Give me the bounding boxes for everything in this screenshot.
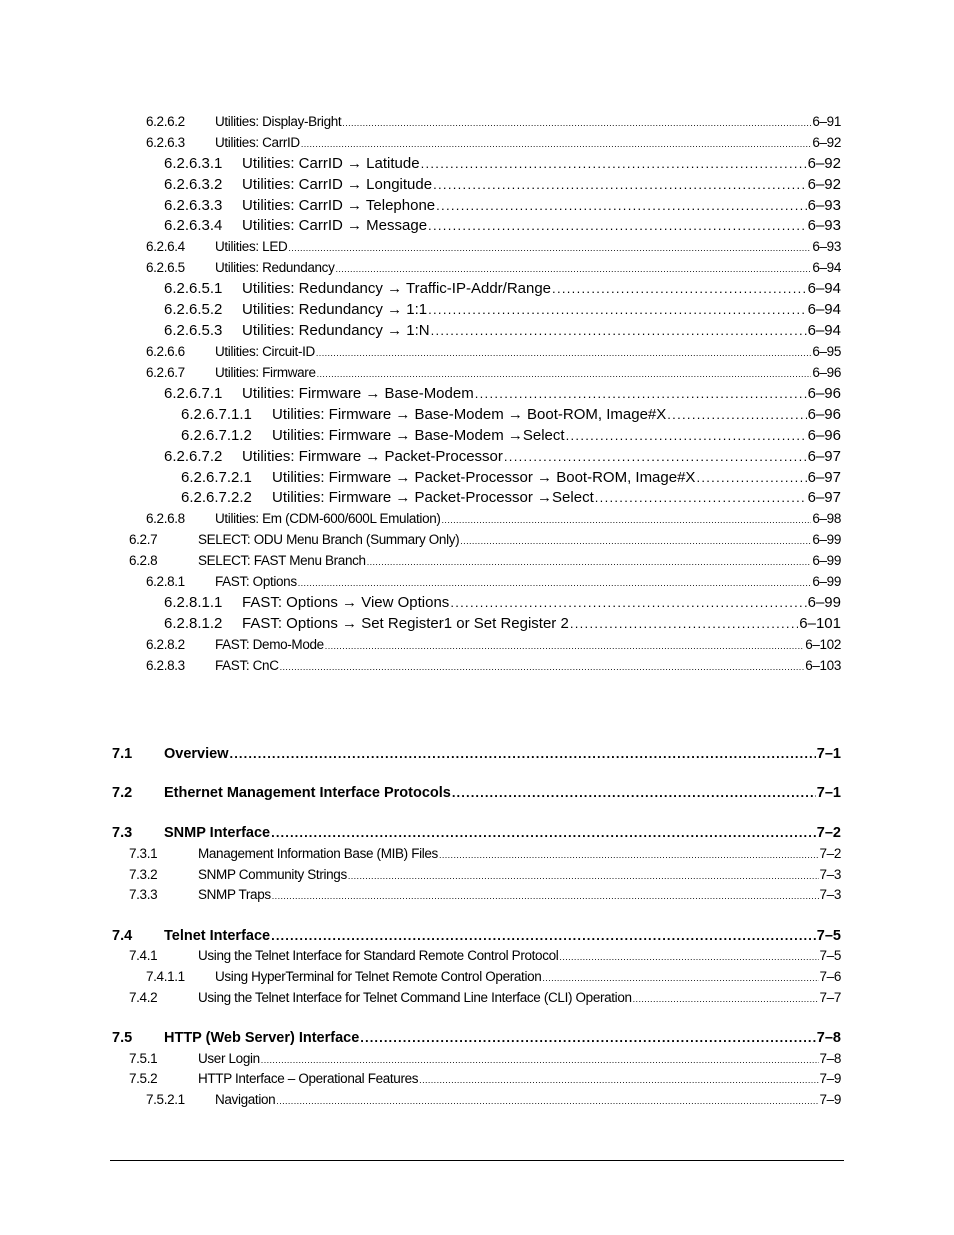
toc-entry[interactable] <box>164 614 841 634</box>
toc-entry-page: 6–93 <box>807 217 841 234</box>
leader-dots <box>667 405 806 425</box>
leader-dots <box>230 744 816 764</box>
toc-entry-page: 7–8 <box>816 1030 841 1046</box>
toc-entry-page: 7–9 <box>819 1071 841 1086</box>
toc-entry-number: 6.2.6.5.3 <box>164 322 223 339</box>
toc-entry-page: 7–3 <box>819 887 841 902</box>
toc-entry-page: 7–1 <box>816 785 841 801</box>
leader-dots <box>460 531 811 551</box>
toc-entry[interactable] <box>112 1028 841 1048</box>
toc-entry-title: Navigation <box>215 1092 276 1107</box>
leader-dots <box>301 134 812 154</box>
toc-entry-number: 6.2.6.8 <box>146 511 185 526</box>
toc-entry-page: 6–96 <box>807 406 841 423</box>
toc-entry-page: 6–92 <box>807 155 841 172</box>
toc-entry-page: 7–3 <box>819 867 841 882</box>
toc-entry-page: 7–2 <box>816 825 841 841</box>
toc-entry-number: 6.2.6.7.2.1 <box>181 469 252 486</box>
toc-entry[interactable] <box>164 321 841 341</box>
leader-dots <box>342 113 811 133</box>
toc-entry-page: 6–99 <box>812 532 841 547</box>
toc-entry-page: 6–99 <box>812 553 841 568</box>
toc-entry-page: 6–96 <box>812 365 841 380</box>
toc-entry[interactable] <box>129 530 841 550</box>
toc-entry[interactable] <box>146 363 841 383</box>
toc-entry-number: 6.2.6.5.1 <box>164 280 223 297</box>
toc-entry-number: 7.5 <box>112 1030 133 1046</box>
toc-entry-page: 6–93 <box>812 239 841 254</box>
toc-entry-number: 7.1 <box>112 746 133 762</box>
toc-entry-title: FAST: Options <box>215 574 297 589</box>
leader-dots <box>559 947 818 967</box>
toc-entry[interactable] <box>129 865 841 885</box>
leader-dots <box>335 259 811 279</box>
leader-dots <box>348 866 819 886</box>
toc-entry-page: 7–5 <box>819 948 841 963</box>
toc-entry[interactable] <box>129 1049 841 1069</box>
leader-dots <box>271 926 816 946</box>
toc-entry-number: 6.2.6.7.1.1 <box>181 406 252 423</box>
toc-entry-title: Utilities: Firmware → Base-Modem <box>242 385 474 402</box>
toc-entry-title: FAST: CnC <box>215 658 279 673</box>
toc-entry-title: HTTP Interface – Operational Features <box>198 1071 419 1086</box>
leader-dots <box>419 1070 818 1090</box>
toc-entry-page: 6–97 <box>807 489 841 506</box>
leader-dots <box>271 823 816 843</box>
toc-entry-title: SNMP Traps <box>198 887 271 902</box>
toc-entry-title: Utilities: LED <box>215 239 288 254</box>
toc-entry[interactable] <box>164 175 841 195</box>
leader-dots <box>633 989 819 1009</box>
toc-entry-title: FAST: Options → View Options <box>242 594 450 611</box>
toc-entry[interactable] <box>146 237 841 257</box>
toc-entry[interactable] <box>164 593 841 613</box>
toc-entry-page: 7–2 <box>819 846 841 861</box>
toc-entry-page: 7–1 <box>816 746 841 762</box>
footer-rule <box>110 1160 844 1161</box>
toc-entry-number: 6.2.8.1.1 <box>164 594 223 611</box>
toc-entry[interactable] <box>129 1069 841 1089</box>
toc-entry-page: 6–94 <box>807 301 841 318</box>
toc-entry[interactable] <box>146 342 841 362</box>
toc-entry-page: 6–96 <box>807 385 841 402</box>
leader-dots <box>288 238 811 258</box>
toc-entry-title: HTTP (Web Server) Interface <box>164 1030 360 1046</box>
toc-entry[interactable] <box>112 783 841 803</box>
toc-entry-number: 7.3 <box>112 825 133 841</box>
toc-entry-title: Overview <box>164 746 229 762</box>
toc-entry-title: Ethernet Management Interface Protocols <box>164 785 451 801</box>
toc-entry-page: 6–97 <box>807 469 841 486</box>
toc-entry-number: 7.5.1 <box>129 1051 158 1066</box>
leader-dots <box>280 657 805 677</box>
toc-entry-title: Utilities: Redundancy <box>215 260 335 275</box>
leader-dots <box>428 216 807 236</box>
toc-entry[interactable] <box>129 844 841 864</box>
toc-entry[interactable] <box>146 656 841 676</box>
toc-entry-page: 6–91 <box>812 114 841 129</box>
leader-dots <box>360 1028 816 1048</box>
toc-entry[interactable] <box>146 572 841 592</box>
toc-entry-title: Utilities: Firmware → Base-Modem →Select <box>272 427 565 444</box>
toc-entry-number: 6.2.8.1 <box>146 574 185 589</box>
toc-entry-number: 6.2.6.7.1.2 <box>181 427 252 444</box>
toc-entry-page: 6–98 <box>812 511 841 526</box>
toc-entry-page: 6–101 <box>799 615 841 632</box>
leader-dots <box>552 279 807 299</box>
toc-entry-number: 7.3.1 <box>129 846 158 861</box>
toc-entry[interactable] <box>112 744 841 764</box>
toc-entry-title: SNMP Community Strings <box>198 867 347 882</box>
toc-entry[interactable] <box>164 384 841 404</box>
toc-entry-title: Utilities: Firmware → Packet-Processor <box>242 448 503 465</box>
toc-entry-page: 6–97 <box>807 448 841 465</box>
toc-entry-page: 6–103 <box>805 658 841 673</box>
toc-entry[interactable] <box>181 468 841 488</box>
toc-entry-number: 6.2.6.2 <box>146 114 185 129</box>
toc-entry-page: 6–93 <box>807 197 841 214</box>
toc-entry[interactable] <box>129 885 841 905</box>
toc-entry-title: Utilities: CarrID <box>215 135 300 150</box>
toc-entry-page: 6–94 <box>807 322 841 339</box>
toc-entry-title: Utilities: Circuit-ID <box>215 344 315 359</box>
leader-dots <box>570 614 798 634</box>
leader-dots <box>298 573 812 593</box>
toc-entry-title: Using the Telnet Interface for Telnet Command Line Interface (CLI) Operation <box>198 990 632 1005</box>
toc-entry[interactable] <box>164 300 841 320</box>
leader-dots <box>439 845 819 865</box>
toc-entry[interactable] <box>129 551 841 571</box>
leader-dots <box>566 426 807 446</box>
toc-entry-number: 7.4.1.1 <box>146 969 185 984</box>
toc-entry-page: 6–102 <box>805 637 841 652</box>
toc-entry-number: 6.2.6.3.3 <box>164 197 223 214</box>
leader-dots <box>433 175 807 195</box>
toc-entry-number: 6.2.6.7.2 <box>164 448 223 465</box>
toc-entry[interactable] <box>181 426 841 446</box>
leader-dots <box>696 468 806 488</box>
toc-entry[interactable] <box>164 154 841 174</box>
toc-entry-number: 6.2.8.1.2 <box>164 615 223 632</box>
toc-entry[interactable] <box>164 216 841 236</box>
toc-entry-number: 6.2.6.3.2 <box>164 176 223 193</box>
toc-entry-number: 6.2.6.7 <box>146 365 185 380</box>
toc-entry-title: Management Information Base (MIB) Files <box>198 846 438 861</box>
toc-entry-title: Utilities: CarrID → Latitude <box>242 155 420 172</box>
leader-dots <box>436 196 806 216</box>
toc-entry-page: 7–5 <box>816 928 841 944</box>
toc-entry-page: 6–92 <box>812 135 841 150</box>
toc-entry-page: 6–95 <box>812 344 841 359</box>
toc-entry-number: 6.2.6.3 <box>146 135 185 150</box>
toc-entry-page: 6–92 <box>807 176 841 193</box>
leader-dots <box>431 321 807 341</box>
toc-entry-page: 7–8 <box>819 1051 841 1066</box>
leader-dots <box>442 510 812 530</box>
leader-dots <box>276 1091 818 1111</box>
toc-entry-number: 6.2.6.4 <box>146 239 185 254</box>
toc-entry[interactable] <box>129 988 841 1008</box>
leader-dots <box>317 364 812 384</box>
toc-entry-title: Utilities: CarrID → Message <box>242 217 428 234</box>
toc-entry[interactable] <box>146 1090 841 1110</box>
toc-entry-number: 6.2.8.2 <box>146 637 185 652</box>
toc-entry-title: Utilities: Firmware <box>215 365 316 380</box>
leader-dots <box>428 300 807 320</box>
leader-dots <box>450 593 806 613</box>
leader-dots <box>452 783 816 803</box>
toc-entry-page: 7–9 <box>819 1092 841 1107</box>
toc-entry-number: 6.2.8 <box>129 553 158 568</box>
toc-entry-number: 7.4.1 <box>129 948 158 963</box>
leader-dots <box>261 1050 819 1070</box>
toc-entry-number: 6.2.6.7.2.2 <box>181 489 252 506</box>
leader-dots <box>325 636 804 656</box>
toc-entry-page: 6–96 <box>807 427 841 444</box>
toc-entry-number: 7.3.3 <box>129 887 158 902</box>
toc-entry-page: 6–99 <box>807 594 841 611</box>
toc-entry[interactable] <box>181 405 841 425</box>
toc-entry-number: 7.5.2.1 <box>146 1092 185 1107</box>
toc-entry-title: Utilities: Redundancy → Traffic-IP-Addr/Range <box>242 280 552 297</box>
toc-entry[interactable] <box>164 196 841 216</box>
toc-entry[interactable] <box>146 112 841 132</box>
toc-entry-page: 6–99 <box>812 574 841 589</box>
leader-dots <box>475 384 807 404</box>
toc-entry-number: 6.2.7 <box>129 532 158 547</box>
toc-entry[interactable] <box>146 509 841 529</box>
leader-dots <box>504 447 807 467</box>
toc-entry-title: FAST: Options → Set Register1 or Set Register 2 <box>242 615 569 632</box>
toc-entry-title: SELECT: ODU Menu Branch (Summary Only) <box>198 532 460 547</box>
toc-entry[interactable] <box>146 967 841 987</box>
toc-entry-number: 6.2.6.5.2 <box>164 301 223 318</box>
toc-entry-number: 6.2.8.3 <box>146 658 185 673</box>
toc-entry-title: Utilities: Firmware → Packet-Processor →Select <box>272 489 594 506</box>
toc-entry-title: Using the Telnet Interface for Standard Remote Control Protocol <box>198 948 559 963</box>
toc-entry-title: Utilities: Firmware → Packet-Processor → Boot-ROM, Image#X <box>272 469 696 486</box>
leader-dots <box>367 552 812 572</box>
toc-entry-title: FAST: Demo-Mode <box>215 637 324 652</box>
leader-dots <box>542 968 818 988</box>
leader-dots <box>316 343 811 363</box>
toc-entry[interactable] <box>146 635 841 655</box>
leader-dots <box>272 886 819 906</box>
toc-entry-number: 6.2.6.3.1 <box>164 155 223 172</box>
toc-entry-number: 6.2.6.7.1 <box>164 385 223 402</box>
toc-entry-number: 6.2.6.3.4 <box>164 217 223 234</box>
toc-entry-title: Utilities: Firmware → Base-Modem → Boot-ROM, Image#X <box>272 406 667 423</box>
toc-entry-page: 7–7 <box>819 990 841 1005</box>
toc-entry-number: 6.2.6.6 <box>146 344 185 359</box>
toc-entry[interactable] <box>146 133 841 153</box>
toc-entry-number: 7.4 <box>112 928 133 944</box>
toc-entry[interactable] <box>112 926 841 946</box>
toc-entry-page: 6–94 <box>807 280 841 297</box>
toc-entry[interactable] <box>164 447 841 467</box>
toc-entry[interactable] <box>164 279 841 299</box>
toc-entry-title: Utilities: Display-Bright <box>215 114 342 129</box>
toc-entry-title: Utilities: Redundancy → 1:N <box>242 322 430 339</box>
toc-entry-number: 7.4.2 <box>129 990 158 1005</box>
leader-dots <box>595 488 807 508</box>
toc-entry-number: 7.5.2 <box>129 1071 158 1086</box>
leader-dots <box>421 154 807 174</box>
toc-entry-title: Telnet Interface <box>164 928 271 944</box>
toc-entry-title: Using HyperTerminal for Telnet Remote Control Operation <box>215 969 542 984</box>
toc-entry[interactable] <box>112 823 841 843</box>
toc-entry-number: 7.3.2 <box>129 867 158 882</box>
toc-entry[interactable] <box>129 946 841 966</box>
toc-entry-title: User Login <box>198 1051 260 1066</box>
toc-entry-title: Utilities: Redundancy → 1:1 <box>242 301 428 318</box>
toc-entry-number: 7.2 <box>112 785 133 801</box>
toc-entry-title: SELECT: FAST Menu Branch <box>198 553 366 568</box>
toc-entry[interactable] <box>181 488 841 508</box>
toc-entry-title: Utilities: CarrID → Telephone <box>242 197 436 214</box>
toc-entry-title: SNMP Interface <box>164 825 271 841</box>
toc-entry-page: 6–94 <box>812 260 841 275</box>
toc-entry[interactable] <box>146 258 841 278</box>
toc-entry-page: 7–6 <box>819 969 841 984</box>
toc-entry-title: Utilities: CarrID → Longitude <box>242 176 433 193</box>
toc-entry-title: Utilities: Em (CDM-600/600L Emulation) <box>215 511 441 526</box>
toc-entry-number: 6.2.6.5 <box>146 260 185 275</box>
